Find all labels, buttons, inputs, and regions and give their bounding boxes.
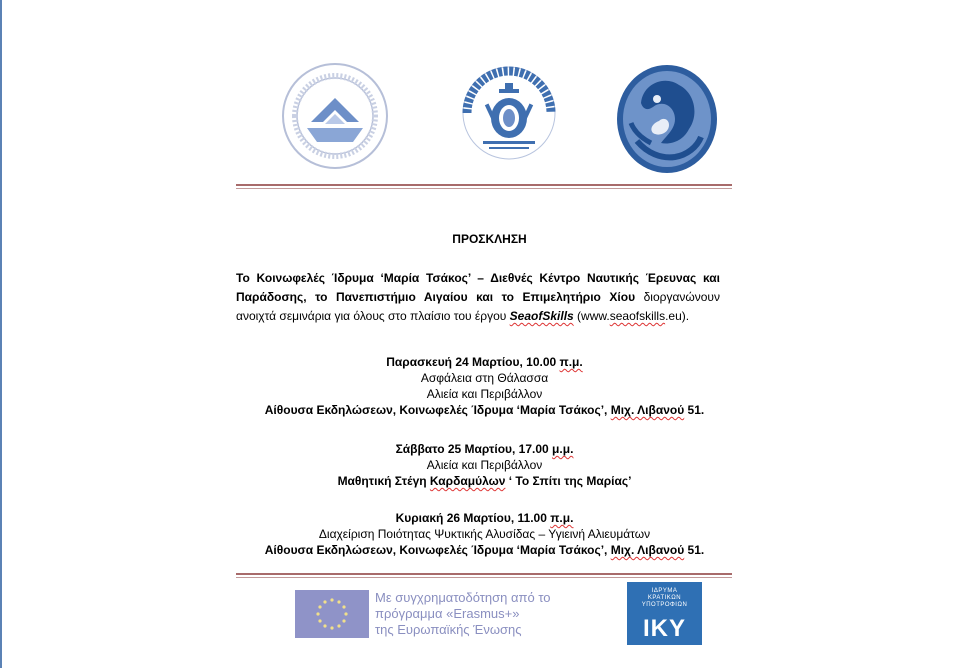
iky-logo: ΙΔΡΥΜΑ ΚΡΑΤΙΚΩΝ ΥΠΟΤΡΟΦΙΩΝ ΙΚΥ (627, 582, 702, 645)
event-2-date: Σάββατο 25 Μαρτίου, 17.00 μ.μ. (395, 442, 574, 456)
url-suffix: .eu). (665, 309, 690, 323)
event-3 (200, 510, 769, 558)
event-1-location: Αίθουσα Εκδηλώσεων, Κοινωφελές Ίδρυμα ‘Μαρία Τσάκος’, Μιχ. Λιβανού 51. (264, 403, 705, 417)
event-1-topic-1: Ασφάλεια στη Θάλασσα (420, 371, 549, 385)
organizers-text: Το Κοινωφελές Ίδρυμα ‘Μαρία Τσάκος’ – Διεθνές Κέντρο Ναυτικής Έρευνας και Παράδοσης, το Πανεπιστήμιο Αιγαίου και το Επιμελητήριο Χίου (236, 271, 720, 304)
event-2 (200, 441, 769, 489)
top-divider-secondary (236, 188, 732, 189)
event-3-location: Αίθουσα Εκδηλώσεων, Κοινωφελές Ίδρυμα ‘Μαρία Τσάκος’, Μιχ. Λιβανού 51. (264, 543, 705, 557)
bottom-divider (236, 573, 732, 575)
url-prefix: (www. (577, 309, 610, 323)
event-1-date: Παρασκευή 24 Μαρτίου, 10.00 π.μ. (386, 355, 583, 369)
maria-tsakos-foundation-logo (281, 62, 389, 170)
iky-wordmark: ΙΚΥ (642, 615, 686, 642)
url-domain: seaofskills (609, 309, 666, 323)
intro-paragraph (236, 269, 720, 326)
erasmus-text: Με συγχρηματοδότηση από το πρόγραμμα «Erasmus+» της Ευρωπαϊκής Ένωσης (375, 590, 551, 637)
window-edge (0, 0, 2, 668)
intro-body: διοργανώνουν ανοιχτά σεμινάρια για όλους στο πλαίσιο του έργου (236, 290, 720, 323)
event-1 (200, 354, 769, 418)
erasmus-cofunding-block (295, 590, 595, 640)
eu-flag-icon (295, 590, 369, 638)
top-divider (236, 184, 732, 186)
event-3-topic-1: Διαχείριση Ποιότητας Ψυκτικής Αλυσίδας – Υγιεινή Αλιευμάτων (318, 527, 651, 541)
bottom-divider-secondary (236, 577, 732, 578)
project-name: SeaofSkills (509, 309, 574, 323)
event-1-topic-2: Αλιεία και Περιβάλλον (426, 387, 543, 401)
event-2-topic-1: Αλιεία και Περιβάλλον (426, 458, 543, 472)
university-aegean-logo (613, 63, 721, 175)
chios-chamber-of-commerce-logo (459, 63, 559, 163)
event-2-location: Μαθητική Στέγη Καρδαμύλων ‘ Το Σπίτι της Μαρίας’ (337, 474, 632, 488)
event-3-date: Κυριακή 26 Μαρτίου, 11.00 π.μ. (395, 511, 574, 525)
document-title: ΠΡΟΣΚΛΗΣΗ (452, 232, 527, 246)
